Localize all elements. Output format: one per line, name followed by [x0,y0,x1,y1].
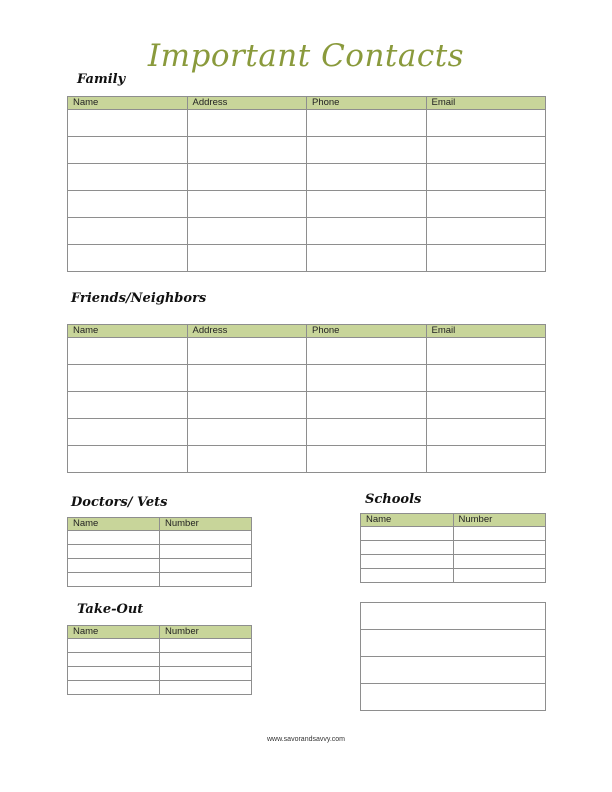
table-row [68,531,252,545]
friends-cell[interactable] [187,392,307,419]
takeout-cell[interactable] [160,653,252,667]
doctors-cell[interactable] [160,545,252,559]
page-title: Important Contacts [147,38,465,74]
doctors-table [67,517,252,587]
family-cell[interactable] [426,191,546,218]
takeout-table [67,625,252,695]
schools-col-number: Number [453,514,546,527]
table-row [68,392,546,419]
family-col-email: Email [426,97,546,110]
notes-cell[interactable] [361,630,546,657]
table-row [68,218,546,245]
friends-cell[interactable] [307,446,427,473]
friends-cell[interactable] [426,446,546,473]
family-table [67,96,546,272]
family-cell[interactable] [426,164,546,191]
takeout-cell[interactable] [68,653,160,667]
table-row [68,338,546,365]
friends-col-email: Email [426,325,546,338]
friends-cell[interactable] [426,365,546,392]
table-row [361,630,546,657]
table-row [68,164,546,191]
table-row [361,603,546,630]
table-row [68,545,252,559]
friends-label: Friends/Neighbors [71,291,207,306]
table-row [68,559,252,573]
friends-cell[interactable] [307,338,427,365]
friends-table [67,324,546,473]
table-row [361,555,546,569]
table-row [68,110,546,137]
friends-col-name: Name [68,325,188,338]
table-row [361,527,546,541]
takeout-cell[interactable] [68,681,160,695]
schools-col-name: Name [361,514,454,527]
family-cell[interactable] [68,191,188,218]
notes-cell[interactable] [361,603,546,630]
schools-table [360,513,546,583]
notes-cell[interactable] [361,657,546,684]
family-cell[interactable] [187,245,307,272]
footer-url: www.savorandsavvy.com [266,736,346,743]
family-cell[interactable] [426,218,546,245]
friends-cell[interactable] [307,365,427,392]
doctors-cell[interactable] [160,573,252,587]
doctors-cell[interactable] [68,531,160,545]
family-col-name: Name [68,97,188,110]
table-row [361,684,546,711]
family-col-phone: Phone [307,97,427,110]
friends-cell[interactable] [187,446,307,473]
table-row [361,657,546,684]
schools-cell[interactable] [361,555,454,569]
friends-cell[interactable] [307,419,427,446]
takeout-col-name: Name [68,626,160,639]
family-cell[interactable] [68,164,188,191]
notes-cell[interactable] [361,684,546,711]
schools-cell[interactable] [453,555,546,569]
table-row [68,639,252,653]
table-row [68,245,546,272]
takeout-cell[interactable] [160,667,252,681]
table-row [68,419,546,446]
family-cell[interactable] [68,245,188,272]
table-row [68,653,252,667]
schools-cell[interactable] [361,527,454,541]
doctors-col-name: Name [68,518,160,531]
friends-col-address: Address [187,325,307,338]
takeout-cell[interactable] [160,639,252,653]
family-cell[interactable] [187,164,307,191]
schools-cell[interactable] [453,527,546,541]
friends-cell[interactable] [187,365,307,392]
notes-table [360,602,546,711]
friends-cell[interactable] [426,419,546,446]
friends-cell[interactable] [426,338,546,365]
schools-cell[interactable] [453,541,546,555]
doctors-cell[interactable] [68,545,160,559]
schools-cell[interactable] [453,569,546,583]
friends-cell[interactable] [187,338,307,365]
friends-col-phone: Phone [307,325,427,338]
family-cell[interactable] [307,110,427,137]
takeout-cell[interactable] [160,681,252,695]
doctors-cell[interactable] [160,559,252,573]
family-col-address: Address [187,97,307,110]
family-cell[interactable] [426,110,546,137]
family-cell[interactable] [187,110,307,137]
family-cell[interactable] [307,245,427,272]
family-cell[interactable] [68,110,188,137]
doctors-col-number: Number [160,518,252,531]
table-row [68,681,252,695]
family-cell[interactable] [187,218,307,245]
friends-cell[interactable] [68,338,188,365]
takeout-label: Take-Out [77,602,144,617]
takeout-cell[interactable] [68,639,160,653]
schools-cell[interactable] [361,541,454,555]
friends-cell[interactable] [68,446,188,473]
family-cell[interactable] [68,137,188,164]
doctors-cell[interactable] [68,559,160,573]
table-row [68,446,546,473]
friends-cell[interactable] [307,392,427,419]
schools-cell[interactable] [361,569,454,583]
schools-label: Schools [365,492,422,507]
family-cell[interactable] [307,164,427,191]
family-label: Family [77,72,126,87]
family-cell[interactable] [187,137,307,164]
family-cell[interactable] [68,218,188,245]
friends-cell[interactable] [68,392,188,419]
family-cell[interactable] [307,218,427,245]
table-row [68,137,546,164]
table-row [68,365,546,392]
takeout-col-number: Number [160,626,252,639]
friends-cell[interactable] [68,419,188,446]
friends-cell[interactable] [68,365,188,392]
table-row [68,191,546,218]
doctors-cell[interactable] [68,573,160,587]
family-cell[interactable] [426,245,546,272]
takeout-cell[interactable] [68,667,160,681]
doctors-cell[interactable] [160,531,252,545]
family-cell[interactable] [307,191,427,218]
table-row [68,667,252,681]
table-row [361,541,546,555]
table-row [361,569,546,583]
friends-cell[interactable] [426,392,546,419]
doctors-label: Doctors/ Vets [71,495,168,510]
table-row [68,573,252,587]
family-cell[interactable] [187,191,307,218]
friends-cell[interactable] [187,419,307,446]
family-cell[interactable] [426,137,546,164]
family-cell[interactable] [307,137,427,164]
